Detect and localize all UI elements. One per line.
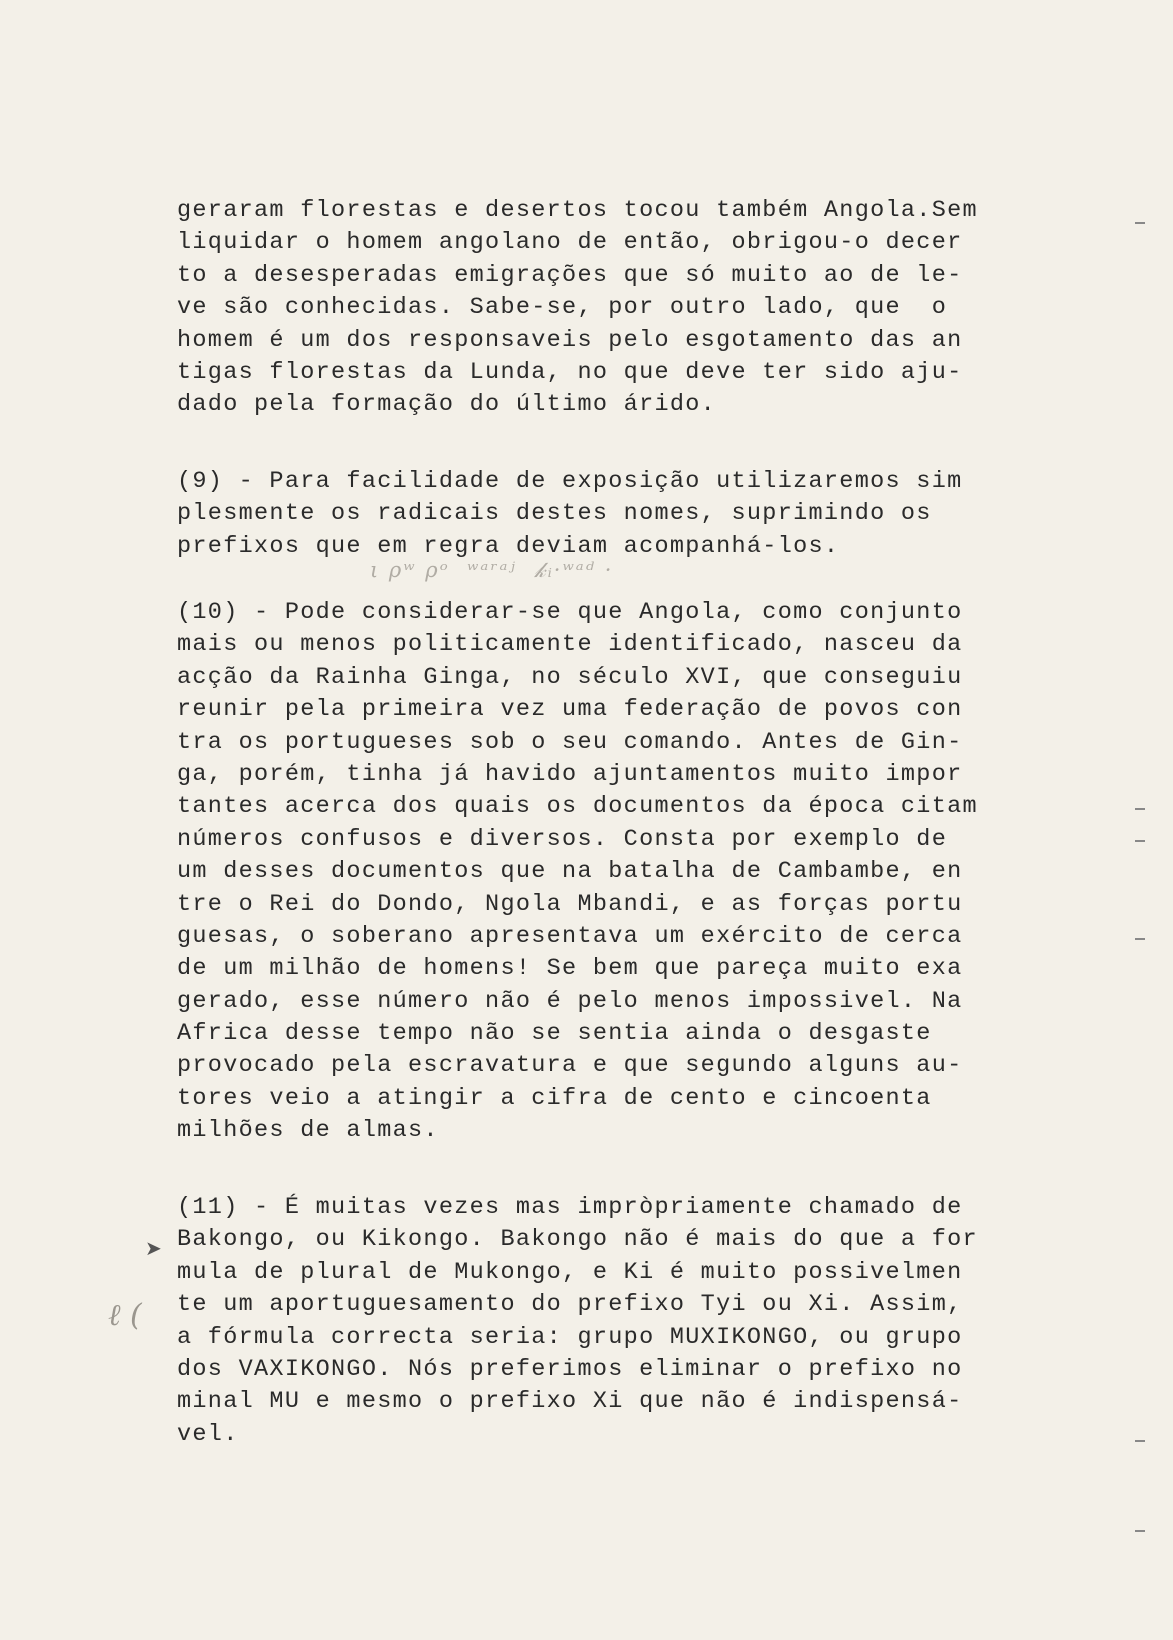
text-line: gerado, esse número não é pelo menos impossivel. Na bbox=[177, 987, 963, 1015]
text-line: Bakongo, ou Kikongo. Bakongo não é mais do que a for bbox=[177, 1226, 978, 1254]
edge-mark bbox=[1135, 938, 1145, 940]
text-line: to a desesperadas emigrações que só muito ao de le- bbox=[177, 261, 963, 289]
pen-mark-icon: ℓ ( bbox=[108, 1298, 142, 1333]
text-line: tantes acerca dos quais os documentos da época citam bbox=[177, 793, 978, 821]
text-line: te um aportuguesamento do prefixo Tyi ou Xi. Assim, bbox=[177, 1291, 963, 1319]
footnote-10 bbox=[177, 597, 1077, 1148]
text-line: guesas, o soberano apresentava um exército de cerca bbox=[177, 922, 963, 950]
text-line: tores veio a atingir a cifra de cento e cincoenta bbox=[177, 1084, 932, 1112]
text-line: (9) - Para facilidade de exposição utilizaremos sim bbox=[177, 468, 963, 495]
edge-mark bbox=[1135, 1530, 1145, 1532]
text-line: dos VAXIKONGO. Nós preferimos eliminar o prefixo no bbox=[177, 1355, 963, 1383]
text-line: ga, porém, tinha já havido ajuntamentos muito impor bbox=[177, 760, 963, 788]
text-line: números confusos e diversos. Consta por exemplo de bbox=[177, 825, 948, 853]
edge-mark bbox=[1135, 808, 1145, 810]
edge-mark bbox=[1135, 222, 1145, 224]
text-line: um desses documentos que na batalha de Cambambe, en bbox=[177, 858, 963, 886]
text-line: milhões de almas. bbox=[177, 1117, 439, 1145]
text-line: vel. bbox=[177, 1420, 239, 1448]
text-line: mula de plural de Mukongo, e Ki é muito possivelmen bbox=[177, 1258, 963, 1286]
text-line: reunir pela primeira vez uma federação de povos con bbox=[177, 696, 963, 724]
text-line: (11) - É muitas vezes mas impròpriamente chamado de bbox=[177, 1194, 963, 1221]
text-line: homem é um dos responsaveis pelo esgotamento das an bbox=[177, 326, 963, 354]
handwritten-annotation: ι ρʷ ρᵒ ʷᵃʳᵃʲ 𝓀ᵢ·ʷᵃᵈ · bbox=[370, 558, 614, 582]
text-line: de um milhão de homens! Se bem que pareça muito exa bbox=[177, 955, 963, 983]
text-line: Africa desse tempo não se sentia ainda o desgaste bbox=[177, 1020, 932, 1048]
text-line: ve são conhecidas. Sabe-se, por outro lado, que o bbox=[177, 294, 948, 322]
text-line: plesmente os radicais destes nomes, suprimindo os bbox=[177, 500, 932, 528]
edge-mark bbox=[1135, 1440, 1145, 1442]
footnote-11 bbox=[177, 1192, 1077, 1451]
text-line: tigas florestas da Lunda, no que deve ter sido aju- bbox=[177, 358, 963, 386]
text-line: (10) - Pode considerar-se que Angola, como conjunto bbox=[177, 599, 963, 626]
text-line: provocado pela escravatura e que segundo alguns au- bbox=[177, 1052, 963, 1080]
text-line: tra os portugueses sob o seu comando. Antes de Gin- bbox=[177, 728, 963, 756]
text-line: liquidar o homem angolano de então, obrigou-o decer bbox=[177, 229, 963, 257]
text-line: minal MU e mesmo o prefixo Xi que não é indispensá- bbox=[177, 1388, 963, 1416]
edge-mark bbox=[1135, 840, 1145, 842]
paragraph bbox=[177, 195, 1077, 422]
margin-arrow-icon: ➤ bbox=[145, 1236, 162, 1260]
text-line: dado pela formação do último árido. bbox=[177, 391, 717, 419]
text-line: geraram florestas e desertos tocou também Angola.Sem bbox=[177, 197, 978, 224]
text-line: prefixos que em regra deviam acompanhá-los. bbox=[177, 532, 840, 560]
text-line: mais ou menos politicamente identificado, nasceu da bbox=[177, 631, 963, 659]
footnote-9 bbox=[177, 466, 1077, 563]
text-line: a fórmula correcta seria: grupo MUXIKONGO, ou grupo bbox=[177, 1323, 963, 1351]
text-line: tre o Rei do Dondo, Ngola Mbandi, e as forças portu bbox=[177, 890, 963, 918]
text-line: acção da Rainha Ginga, no século XVI, que conseguiu bbox=[177, 663, 963, 691]
